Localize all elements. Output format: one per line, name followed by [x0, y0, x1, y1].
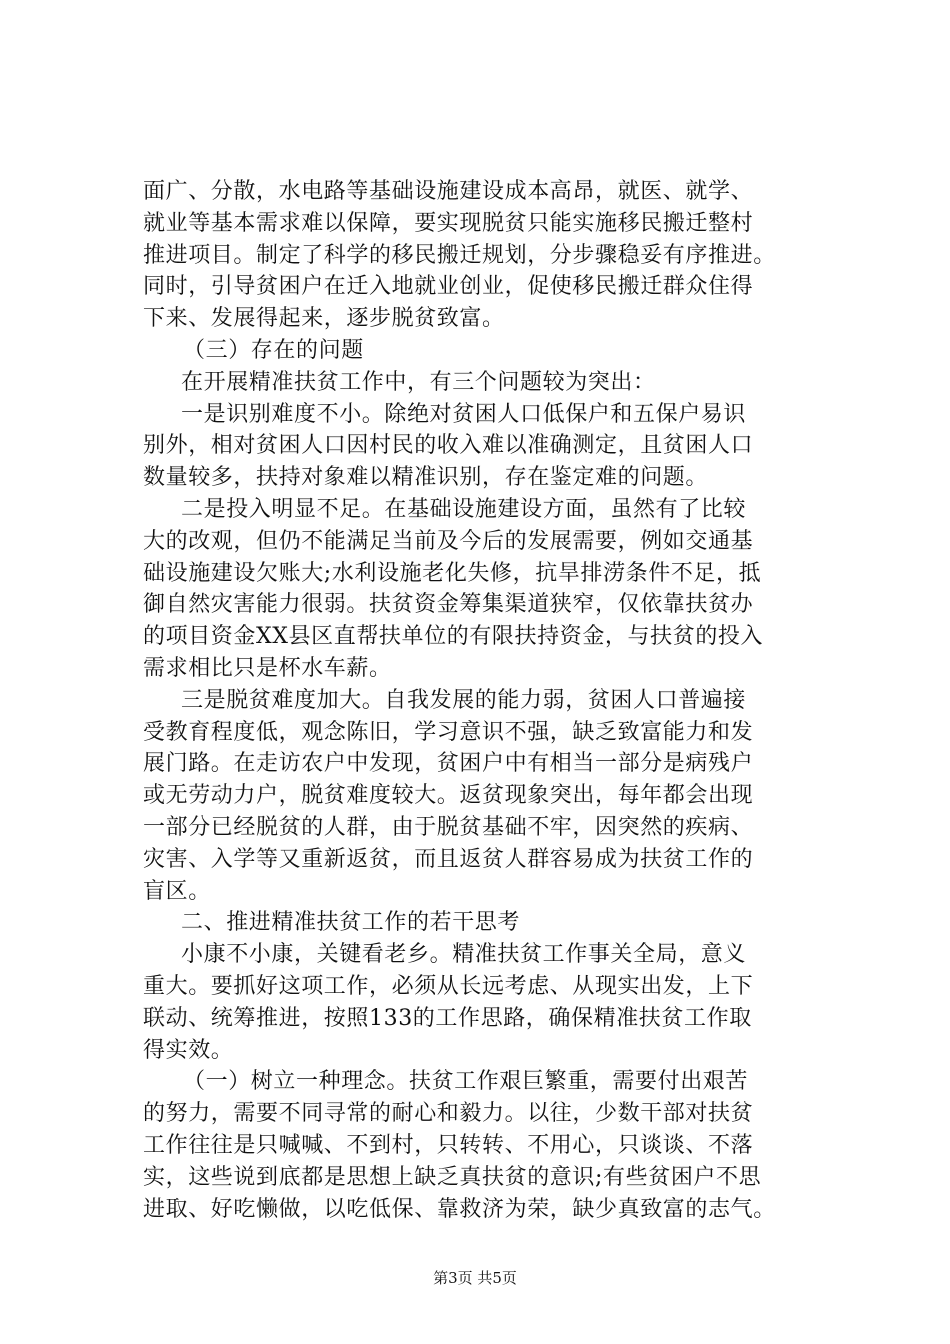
text-line: 得实效。	[143, 1037, 234, 1063]
text-line: 灾害、入学等又重新返贫，而且返贫人群容易成为扶贫工作的	[143, 846, 754, 872]
text-line: 小康不小康，关键看老乡。精准扶贫工作事关全局，意义	[181, 942, 747, 968]
text-line: 础设施建设欠账大;水利设施老化失修，抗旱排涝条件不足，抵	[143, 560, 762, 586]
text-line: 二、推进精准扶贫工作的若干思考	[181, 910, 521, 936]
text-line: 工作往往是只喊喊、不到村，只转转、不用心，只谈谈、不落	[143, 1132, 754, 1158]
text-line: 在开展精准扶贫工作中，有三个问题较为突出：	[181, 369, 656, 395]
text-line: 受教育程度低，观念陈旧，学习意识不强，缺乏致富能力和发	[143, 719, 754, 745]
text-line: 的努力，需要不同寻常的耐心和毅力。以往，少数干部对扶贫	[143, 1101, 754, 1127]
page-footer: 第3页 共5页	[433, 1269, 517, 1287]
text-line: 面广、分散，水电路等基础设施建设成本高昂，就医、就学、	[143, 179, 754, 204]
text-line: 联动、统筹推进，按照133的工作思路，确保精准扶贫工作取	[143, 1005, 752, 1031]
text-line: 就业等基本需求难以保障，要实现脱贫只能实施移民搬迁整村	[143, 210, 754, 236]
text-line: 一是识别难度不小。除绝对贫困人口低保户和五保户易识	[181, 401, 747, 427]
text-line: 数量较多，扶持对象难以精准识别，存在鉴定难的问题。	[143, 465, 709, 491]
text-line: 的项目资金XX县区直帮扶单位的有限扶持资金，与扶贫的投入	[143, 624, 764, 650]
text-line: 下来、发展得起来，逐步脱贫致富。	[143, 306, 505, 332]
document-body	[143, 176, 843, 1225]
text-line: 一部分已经脱贫的人群，由于脱贫基础不牢，因突然的疾病、	[143, 814, 754, 840]
text-line: （三）存在的问题	[183, 337, 364, 363]
text-line: 别外，相对贫困人口因村民的收入难以准确测定，且贫困人口	[143, 433, 754, 459]
text-line: 同时，引导贫困户在迁入地就业创业，促使移民搬迁群众住得	[143, 274, 754, 300]
text-line: 实，这些说到底都是思想上缺乏真扶贫的意识;有些贫困户不思	[143, 1164, 762, 1190]
text-line: 三是脱贫难度加大。自我发展的能力弱，贫困人口普遍接	[181, 687, 747, 713]
text-line: 展门路。在走访农户中发现，贫困户中有相当一部分是病残户	[143, 751, 754, 777]
text-line: 需求相比只是杯水车薪。	[143, 655, 392, 681]
text-line: 大的改观，但仍不能满足当前及今后的发展需要，例如交通基	[143, 528, 754, 554]
text-line: 进取、好吃懒做，以吃低保、靠救济为荣，缺少真致富的志气。	[143, 1196, 776, 1222]
text-line: 二是投入明显不足。在基础设施建设方面，虽然有了比较	[181, 496, 747, 522]
text-line: 推进项目。制定了科学的移民搬迁规划，分步骤稳妥有序推进。	[143, 242, 776, 268]
text-line: 重大。要抓好这项工作，必须从长远考虑、从现实出发，上下	[143, 973, 754, 999]
text-line: 御自然灾害能力很弱。扶贫资金筹集渠道狭窄，仅依靠扶贫办	[143, 592, 754, 618]
text-line: 或无劳动力户，脱贫难度较大。返贫现象突出，每年都会出现	[143, 783, 754, 809]
text-line: （一）树立一种理念。扶贫工作艰巨繁重，需要付出艰苦	[183, 1069, 749, 1095]
text-line: 盲区。	[143, 878, 211, 904]
